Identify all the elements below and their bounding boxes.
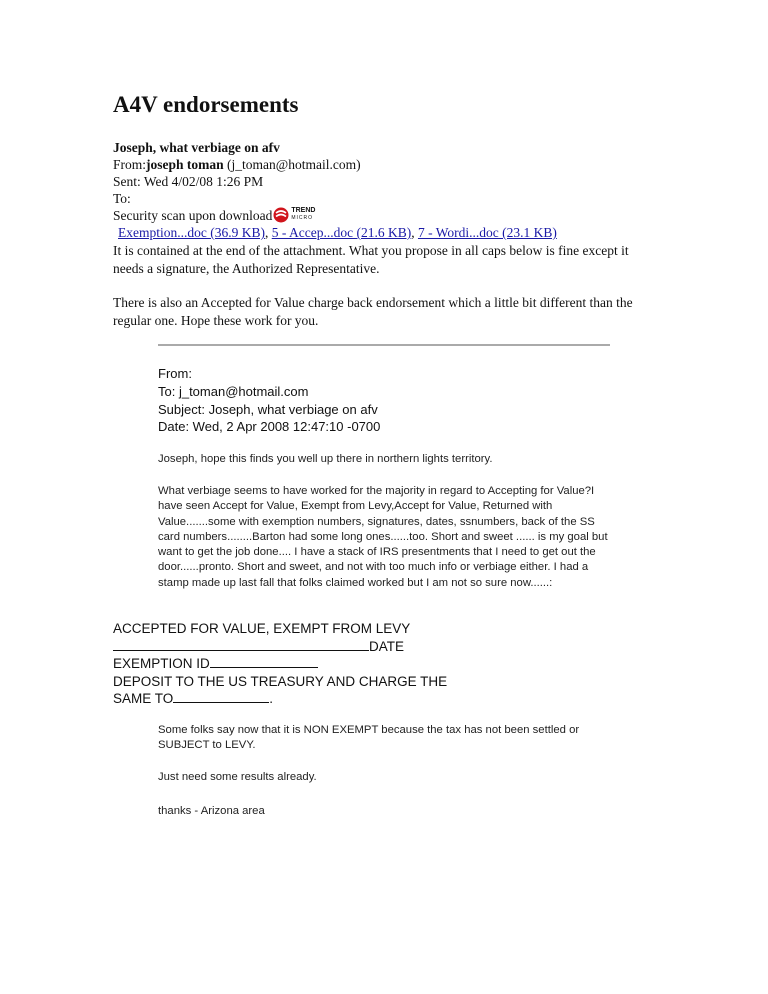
stamp-line: ACCEPTED FOR VALUE, EXEMPT FROM LEVY — [113, 621, 411, 636]
quoted-body: What verbiage seems to have worked for the majority in regard to Accepting for Value?I have seen Accept for Value, Exempt from Levy,Accept for Value, Returned with Value.......some with exemption numbers, signatures, dates, ssnumbers, back of the SS card numbers........Barton had some long ones......too. Short and sweet ...... is my goal but want to get the job done.... I have a stack of IRS presentments that I need to get out the door......pronto. Short and sweet, and not with too much info or verbiage either. I had a stamp made up last fall that folks claimed worked but I am not so sure now......: — [158, 485, 608, 589]
quote-divider — [158, 344, 610, 346]
attachment-link[interactable]: Exemption...doc (36.9 KB) — [118, 225, 265, 240]
quoted-to: To: j_toman@hotmail.com — [158, 384, 309, 399]
document-title: A4V endorsements — [113, 92, 299, 117]
quoted-subject: Subject: Joseph, what verbiage on afv — [158, 402, 378, 417]
quoted-date: Date: Wed, 2 Apr 2008 12:47:10 -0700 — [158, 419, 381, 434]
stamp-exemption-line: EXEMPTION ID — [113, 655, 593, 673]
attachments-row: Exemption...doc (36.9 KB), 5 - Accep...doc (21.6 KB), 7 - Wordi...doc (23.1 KB) — [118, 225, 557, 240]
email-body-paragraph-1: It is contained at the end of the attachment. What you propose in all caps below is fine except it needs a signature, the Authorized Representative. — [113, 243, 629, 276]
attachment-link[interactable]: 5 - Accep...doc (21.6 KB) — [271, 225, 412, 240]
blank-line — [173, 690, 269, 703]
from-name: joseph toman — [146, 157, 224, 172]
stamp-line: DEPOSIT TO THE US TREASURY AND CHARGE THE — [113, 673, 448, 689]
security-scan-text: Security scan upon download — [113, 208, 273, 223]
email-to: To: — [113, 191, 131, 206]
quoted-results-line: Just need some results already. — [158, 771, 317, 783]
stamp-text-block — [113, 620, 593, 708]
from-label: From: — [113, 157, 147, 172]
attachment-link[interactable]: 7 - Wordi...doc (23.1 KB) — [417, 225, 557, 240]
quoted-from: From: — [158, 366, 192, 381]
email-sent: Sent: Wed 4/02/08 1:26 PM — [113, 174, 264, 189]
from-email: (j_toman@hotmail.com) — [227, 157, 361, 172]
email-body-paragraph-2: There is also an Accepted for Value charge back endorsement which a little bit different than the regular one. Hope these work for you. — [113, 295, 633, 328]
stamp-date-line: DATE — [113, 638, 593, 656]
email-from-line — [113, 156, 361, 173]
quoted-signoff: thanks - Arizona area — [158, 805, 265, 817]
email-subject: Joseph, what verbiage on afv — [113, 140, 280, 155]
trend-micro-wordmark: TREND MICRO — [291, 207, 316, 221]
quoted-greeting: Joseph, hope this finds you well up there in northern lights territory. — [158, 453, 493, 465]
blank-line — [113, 638, 369, 651]
blank-line — [210, 655, 318, 668]
quoted-non-exempt-note: Some folks say now that it is NON EXEMPT because the tax has not been settled or SUBJECT to LEVY. — [158, 724, 580, 752]
stamp-same-to-line: SAME TO . — [113, 691, 274, 706]
